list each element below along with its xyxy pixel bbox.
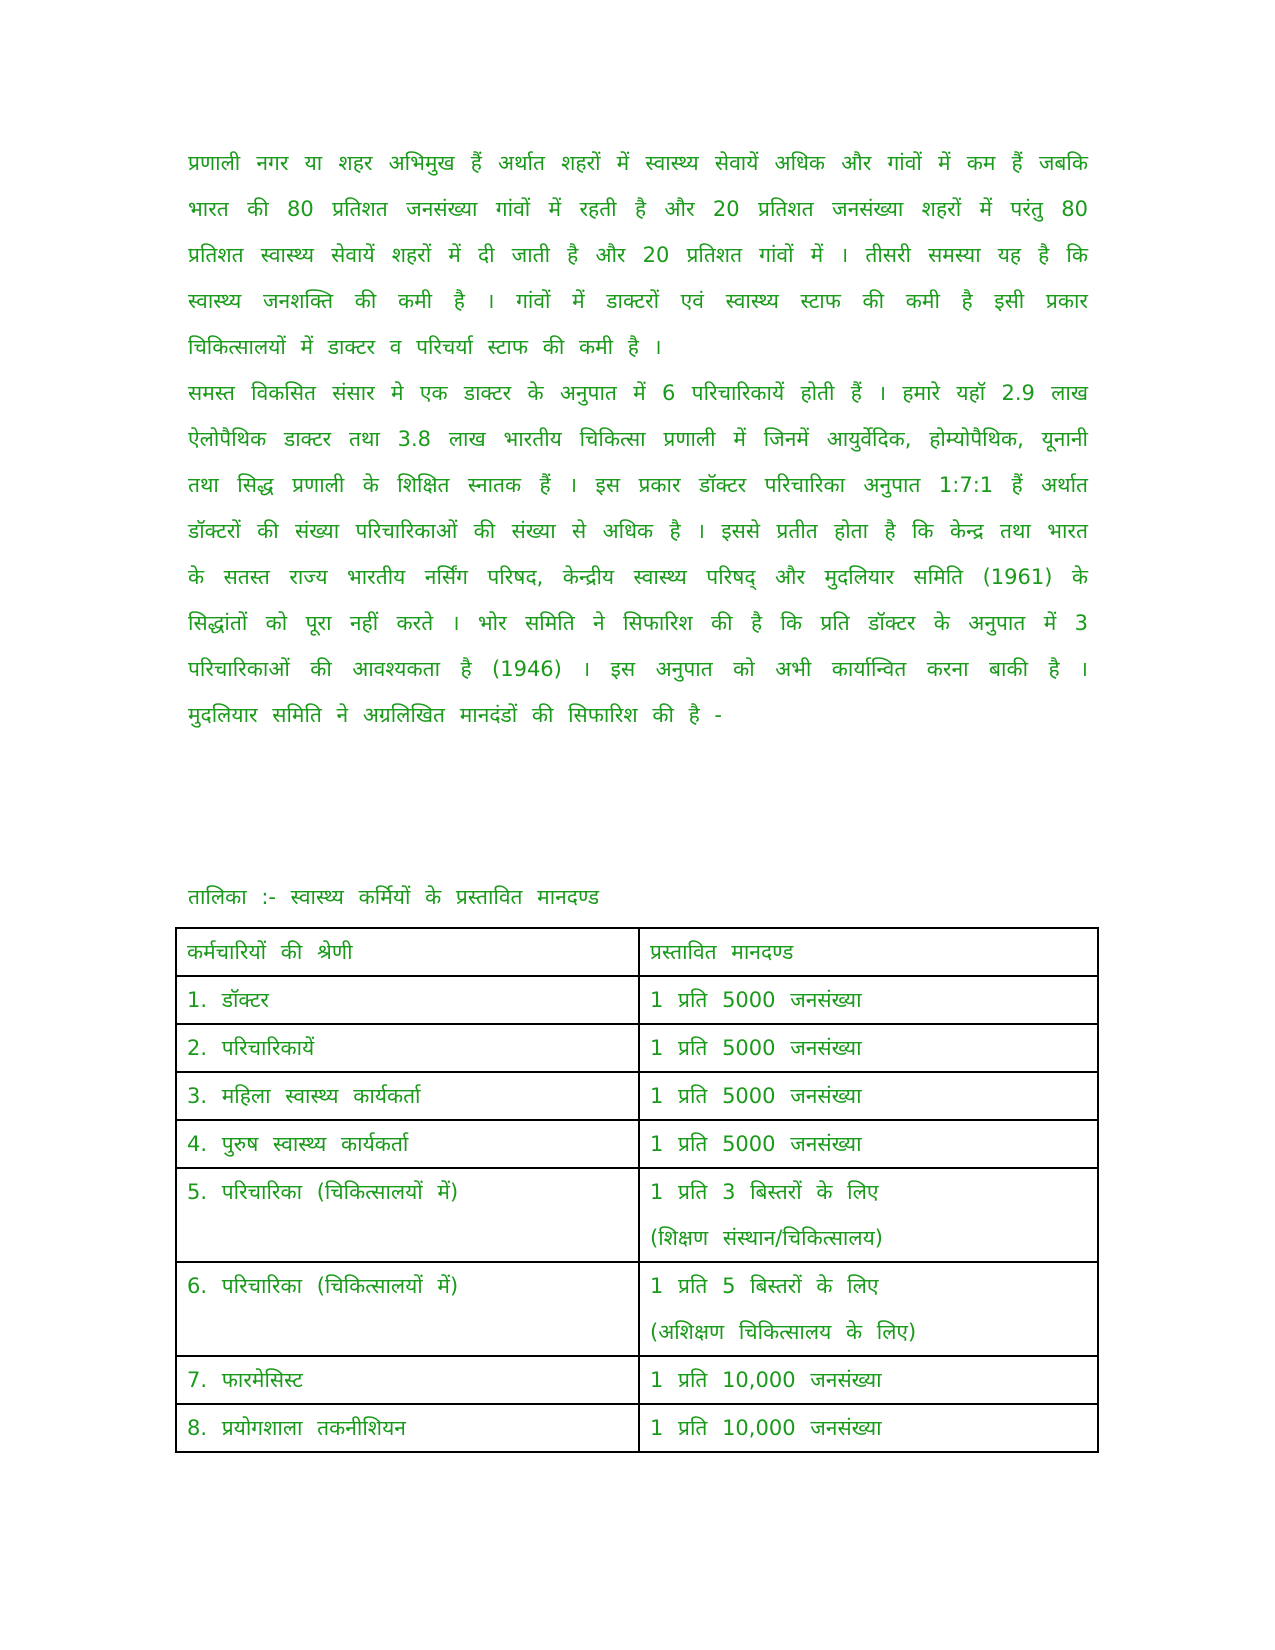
table-row: [176, 1404, 1098, 1452]
row-norm: [639, 1072, 1098, 1120]
row-category: 5. परिचारिका (चिकित्सालयों में): [176, 1168, 639, 1262]
body-text: [188, 140, 1088, 738]
norm-line: 1 प्रति 5 बिस्तरों के लिए: [650, 1274, 879, 1298]
row-norm: [639, 1024, 1098, 1072]
norm-line: 1 प्रति 5000 जनसंख्या: [650, 1084, 862, 1108]
norm-line: 1 प्रति 3 बिस्तरों के लिए: [650, 1180, 879, 1204]
table-caption: तालिका :- स्वास्थ्य कर्मियों के प्रस्तावित मानदण्ड: [188, 885, 600, 909]
norm-line: 1 प्रति 5000 जनसंख्या: [650, 1132, 862, 1156]
norm-line: 1 प्रति 5000 जनसंख्या: [650, 1036, 862, 1060]
row-norm: [639, 1168, 1098, 1262]
paragraph-1: प्रणाली नगर या शहर अभिमुख हैं अर्थात शहरों में स्वास्थ्य सेवायें अधिक और गांवों में कम हैं जबकि भारत की 80 प्रतिशत जनसंख्या गांवों में रहती है और 20 प्रतिशत जनसंख्या शहरों में परंतु 80 प्रतिशत स्वास्थ्य सेवायें शहरों में दी जाती है और 20 प्रतिशत गांवों में । तीसरी समस्या यह है कि स्वास्थ्य जनशक्ति की कमी है । गांवों में डाक्टरों एवं स्वास्थ्य स्टाफ की कमी है इसी प्रकार चिकित्सालयों में डाक्टर व परिचर्या स्टाफ की कमी है ।: [188, 151, 1088, 359]
table-row: [176, 1168, 1098, 1262]
row-category: 7. फारमेसिस्ट: [176, 1356, 639, 1404]
row-category: 8. प्रयोगशाला तकनीशियन: [176, 1404, 639, 1452]
row-norm: [639, 1404, 1098, 1452]
header-category: कर्मचारियों की श्रेणी: [176, 928, 639, 976]
table-row: [176, 976, 1098, 1024]
table-row: [176, 1356, 1098, 1404]
row-category: 3. महिला स्वास्थ्य कार्यकर्ता: [176, 1072, 639, 1120]
header-norm: प्रस्तावित मानदण्ड: [639, 928, 1098, 976]
row-norm: [639, 1262, 1098, 1356]
row-norm: [639, 976, 1098, 1024]
row-category: 4. पुरुष स्वास्थ्य कार्यकर्ता: [176, 1120, 639, 1168]
table-row: [176, 1120, 1098, 1168]
norms-table: [175, 927, 1099, 1453]
norm-note: (शिक्षण संस्थान/चिकित्सालय): [650, 1226, 883, 1250]
row-norm: [639, 1120, 1098, 1168]
paragraph-2: समस्त विकसित संसार मे एक डाक्टर के अनुपात में 6 परिचारिकायें होती हैं । हमारे यहॉ 2.9 लाख ऐलोपैथिक डाक्टर तथा 3.8 लाख भारतीय चिकित्सा प्रणाली में जिनमें आयुर्वेदिक, होम्योपैथिक, यूनानी तथा सिद्ध प्रणाली के शिक्षित स्नातक हैं । इस प्रकार डॉक्टर परिचारिका अनुपात 1:7:1 हैं अर्थात डॉक्टरों की संख्या परिचारिकाओं की संख्या से अधिक है । इससे प्रतीत होता है कि केन्द्र तथा भारत के सतस्त राज्य भारतीय नर्सिंग परिषद, केन्द्रीय स्वास्थ्य परिषद् और मुदलियार समिति (1961) के सिद्धांतों को पूरा नहीं करते । भोर समिति ने सिफारिश की है कि प्रति डॉक्टर के अनुपात में 3 परिचारिकाओं की आवश्यकता है (1946) । इस अनुपात को अभी कार्यान्वित करना बाकी है । मुदलियार समिति ने अग्रलिखित मानदंडों की सिफारिश की है -: [188, 381, 1088, 727]
table-row: [176, 1024, 1098, 1072]
norm-line: 1 प्रति 5000 जनसंख्या: [650, 988, 862, 1012]
table-header-row: [176, 928, 1098, 976]
table-row: [176, 1262, 1098, 1356]
table-row: [176, 1072, 1098, 1120]
row-category: 2. परिचारिकायें: [176, 1024, 639, 1072]
row-norm: [639, 1356, 1098, 1404]
row-category: 6. परिचारिका (चिकित्सालयों में): [176, 1262, 639, 1356]
norm-note: (अशिक्षण चिकित्सालय के लिए): [650, 1320, 917, 1344]
norm-line: 1 प्रति 10,000 जनसंख्या: [650, 1368, 882, 1392]
row-category: 1. डॉक्टर: [176, 976, 639, 1024]
norm-line: 1 प्रति 10,000 जनसंख्या: [650, 1416, 882, 1440]
